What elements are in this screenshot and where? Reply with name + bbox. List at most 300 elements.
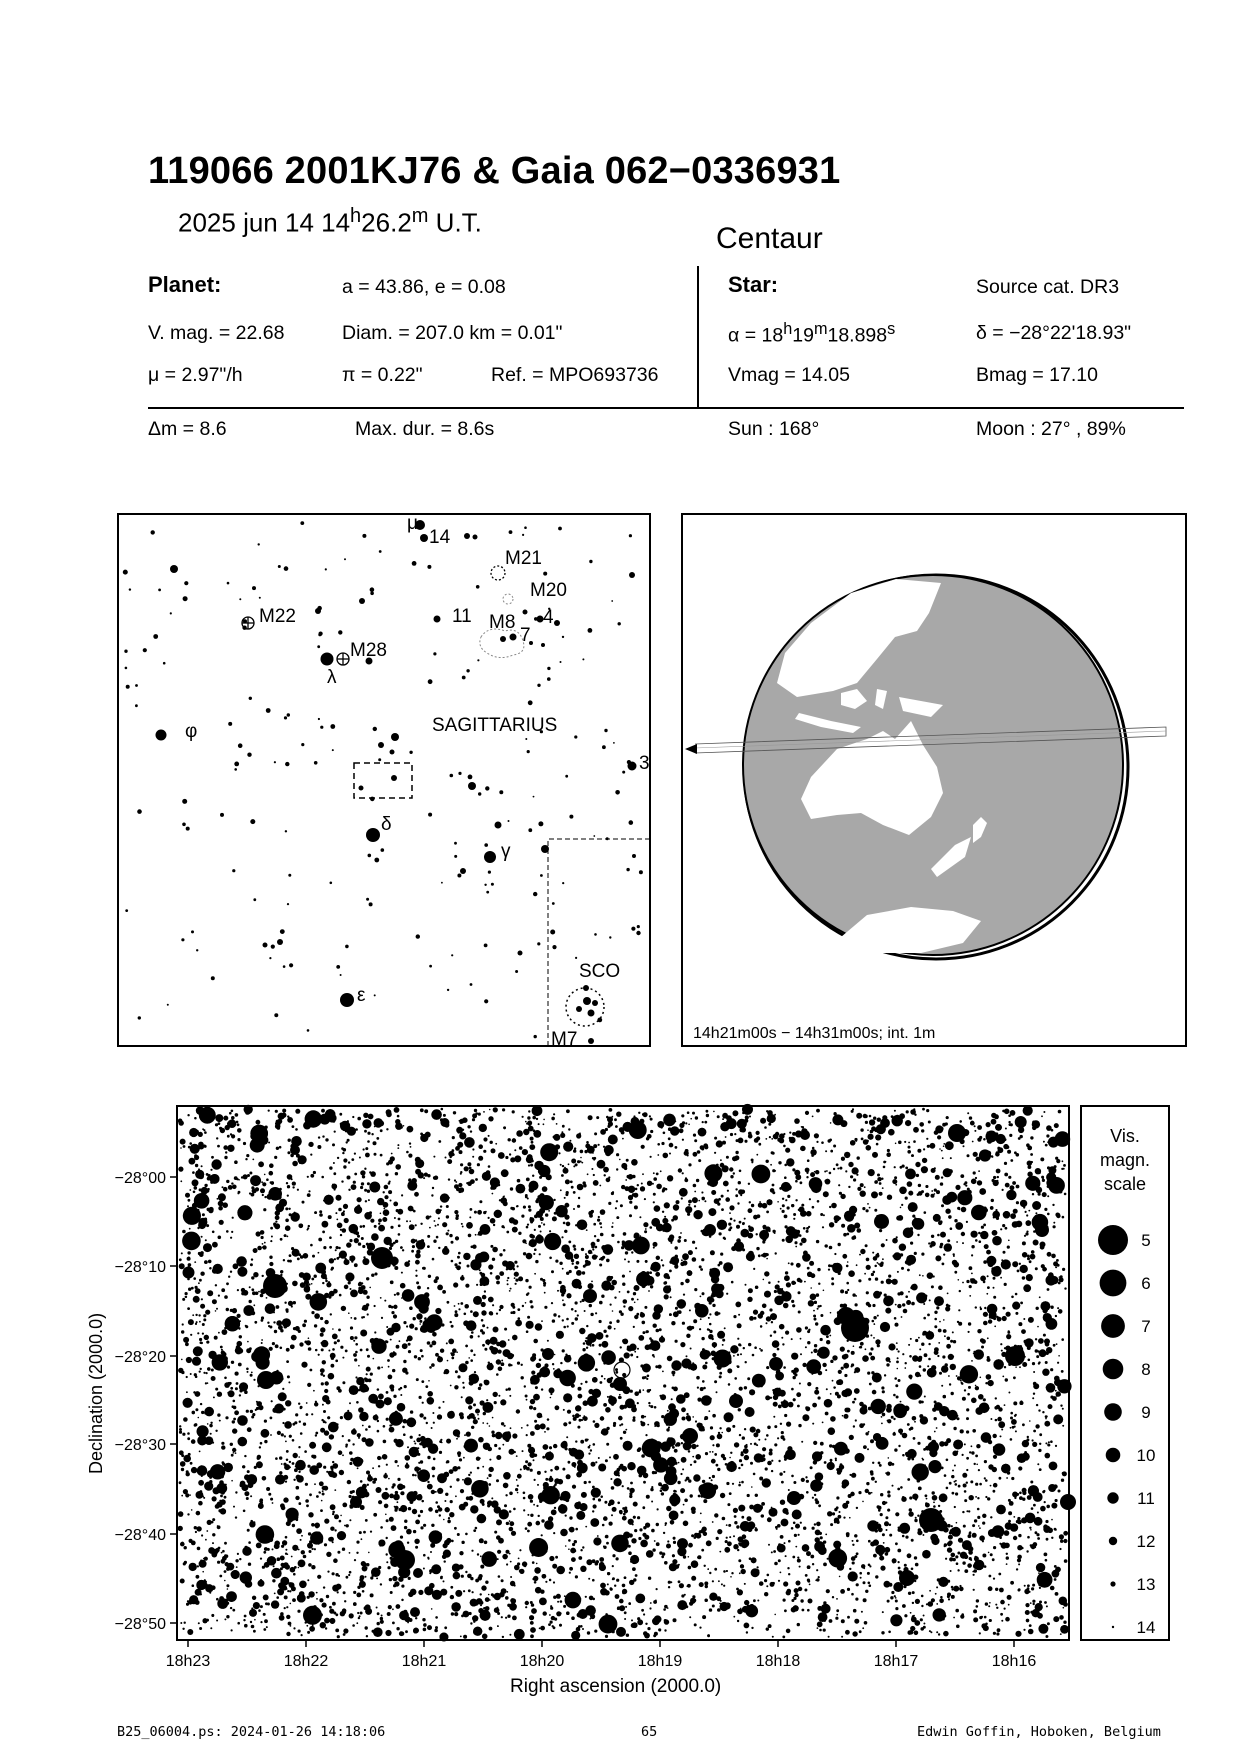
detail-star <box>212 1542 214 1544</box>
detail-star <box>332 1513 334 1515</box>
detail-star <box>682 1139 684 1141</box>
detail-star <box>742 1436 745 1439</box>
detail-star <box>288 1622 292 1626</box>
detail-star <box>247 1174 250 1177</box>
detail-star <box>401 1272 403 1274</box>
finder-star <box>470 983 473 986</box>
detail-star <box>354 1238 359 1243</box>
finder-star <box>582 658 584 660</box>
detail-star <box>948 1535 953 1540</box>
detail-star <box>733 1508 738 1513</box>
detail-star <box>875 1339 880 1344</box>
detail-star <box>873 1117 876 1120</box>
detail-star <box>680 1488 685 1493</box>
finder-star <box>289 963 293 967</box>
detail-star <box>915 1517 917 1519</box>
detail-star <box>669 1270 672 1273</box>
detail-star <box>664 1216 666 1218</box>
detail-star <box>1024 1589 1029 1594</box>
finder-star <box>227 582 230 585</box>
detail-star <box>900 1207 902 1209</box>
detail-star <box>922 1550 931 1559</box>
detail-star <box>861 1611 863 1613</box>
finder-star <box>468 782 476 790</box>
label-m20: M20 <box>530 580 567 601</box>
detail-star <box>392 1576 397 1581</box>
detail-star <box>636 1260 639 1263</box>
detail-star <box>388 1478 390 1480</box>
finder-star <box>317 645 320 648</box>
detail-star <box>1005 1128 1007 1130</box>
detail-star <box>588 1446 591 1449</box>
detail-star <box>250 1495 252 1497</box>
detail-star <box>244 1546 247 1549</box>
detail-star <box>211 1369 214 1372</box>
detail-star <box>856 1113 862 1119</box>
detail-star <box>204 1260 208 1264</box>
detail-star <box>431 1363 435 1367</box>
detail-star <box>856 1264 858 1266</box>
detail-star <box>584 1150 587 1153</box>
detail-star <box>204 1184 207 1187</box>
detail-star <box>917 1149 921 1153</box>
detail-star <box>367 1243 375 1251</box>
detail-star <box>431 1524 434 1527</box>
detail-star <box>588 1115 593 1120</box>
detail-star <box>550 1476 552 1478</box>
detail-star <box>301 1634 303 1636</box>
detail-star <box>395 1172 398 1175</box>
detail-star <box>393 1264 396 1267</box>
detail-star <box>1026 1143 1030 1147</box>
detail-star <box>875 1481 877 1483</box>
detail-star <box>488 1483 491 1486</box>
detail-star <box>734 1377 737 1380</box>
detail-star <box>1060 1540 1063 1543</box>
detail-star <box>490 1141 493 1144</box>
detail-star <box>704 1145 708 1149</box>
detail-star <box>1010 1159 1013 1162</box>
detail-star <box>708 1410 710 1412</box>
detail-star <box>784 1414 787 1417</box>
detail-star <box>643 1613 645 1615</box>
detail-star <box>383 1209 390 1216</box>
finder-star <box>167 1004 169 1006</box>
detail-star <box>421 1239 424 1242</box>
finder-star <box>274 1013 278 1017</box>
detail-star <box>1049 1462 1058 1471</box>
detail-star <box>886 1152 891 1157</box>
detail-star <box>896 1342 898 1344</box>
detail-star <box>547 1340 549 1342</box>
detail-star <box>736 1225 740 1229</box>
detail-star <box>748 1208 753 1213</box>
detail-star <box>808 1300 814 1306</box>
detail-star <box>721 1195 724 1198</box>
detail-star <box>506 1522 509 1525</box>
detail-star <box>596 1116 599 1119</box>
detail-star <box>374 1225 377 1228</box>
finder-star <box>359 786 364 791</box>
detail-star <box>781 1431 784 1434</box>
detail-star <box>481 1551 497 1567</box>
detail-star <box>725 1136 727 1138</box>
detail-star <box>343 1204 348 1209</box>
detail-star <box>911 1568 914 1571</box>
detail-star <box>1050 1368 1053 1371</box>
detail-star <box>1013 1376 1016 1379</box>
detail-star <box>561 1236 563 1238</box>
detail-star <box>660 1170 662 1172</box>
detail-star <box>455 1236 459 1240</box>
detail-star <box>553 1113 555 1115</box>
detail-star <box>992 1211 1000 1219</box>
detail-star <box>828 1549 847 1568</box>
finder-star <box>515 970 518 973</box>
detail-star <box>1029 1420 1031 1422</box>
detail-star <box>203 1243 212 1252</box>
detail-star <box>501 1225 504 1228</box>
detail-star <box>258 1291 260 1293</box>
detail-star <box>419 1434 421 1436</box>
detail-star <box>354 1358 357 1361</box>
detail-star <box>1020 1200 1027 1207</box>
detail-star <box>668 1137 671 1140</box>
detail-star <box>729 1536 731 1538</box>
detail-star <box>1010 1412 1013 1415</box>
detail-star <box>280 1329 283 1332</box>
detail-star <box>810 1149 816 1155</box>
finder-star <box>478 792 481 795</box>
detail-star <box>494 1501 496 1503</box>
detail-star <box>308 1563 312 1567</box>
detail-star <box>902 1303 905 1306</box>
detail-star <box>792 1556 795 1559</box>
finder-star <box>317 606 322 611</box>
detail-star <box>443 1580 445 1582</box>
detail-star <box>1062 1268 1065 1271</box>
detail-star <box>927 1314 930 1317</box>
detail-star <box>925 1193 930 1198</box>
detail-star <box>552 1319 555 1322</box>
finder-star <box>462 676 466 680</box>
detail-star <box>1057 1307 1059 1309</box>
detail-star <box>333 1558 338 1563</box>
detail-star <box>723 1585 725 1587</box>
detail-star <box>822 1422 824 1424</box>
detail-star <box>704 1200 706 1202</box>
detail-star <box>772 1184 775 1187</box>
finder-star <box>266 708 271 713</box>
detail-star <box>344 1285 349 1290</box>
detail-star <box>969 1295 971 1297</box>
detail-star <box>383 1474 388 1479</box>
detail-star <box>872 1373 882 1383</box>
detail-star <box>365 1428 368 1431</box>
detail-star <box>847 1224 856 1233</box>
detail-star <box>179 1431 182 1434</box>
detail-star <box>905 1167 908 1170</box>
detail-star <box>588 1283 594 1289</box>
detail-star <box>1021 1329 1026 1334</box>
detail-star <box>1030 1481 1033 1484</box>
detail-star <box>425 1132 431 1138</box>
finder-star <box>135 684 138 687</box>
detail-star <box>854 1619 859 1624</box>
detail-star <box>838 1370 842 1374</box>
detail-star <box>945 1209 950 1214</box>
detail-star <box>543 1123 545 1125</box>
finder-star <box>269 957 271 959</box>
detail-star <box>273 1565 275 1567</box>
detail-star <box>719 1372 722 1375</box>
detail-star <box>955 1492 958 1495</box>
detail-star <box>195 1531 197 1533</box>
detail-star <box>669 1153 671 1155</box>
detail-star <box>684 1178 688 1182</box>
detail-star <box>730 1576 732 1578</box>
detail-star <box>645 1228 647 1230</box>
finder-star <box>234 762 239 767</box>
detail-star <box>530 1627 536 1633</box>
detail-star <box>526 1226 529 1229</box>
detail-star <box>410 1410 413 1413</box>
detail-star <box>818 1396 821 1399</box>
finder-star <box>252 586 256 590</box>
detail-star <box>974 1463 976 1465</box>
detail-star <box>1015 1312 1018 1315</box>
detail-star <box>580 1566 586 1572</box>
detail-star <box>802 1544 810 1552</box>
detail-star <box>488 1594 490 1596</box>
detail-star <box>864 1186 866 1188</box>
detail-star <box>868 1278 871 1281</box>
detail-star <box>814 1390 819 1395</box>
detail-star <box>275 1221 277 1223</box>
finder-star <box>629 572 635 578</box>
detail-star <box>383 1191 385 1193</box>
detail-star <box>264 1174 266 1176</box>
detail-star <box>897 1488 900 1491</box>
detail-star <box>913 1127 919 1133</box>
detail-star <box>877 1118 881 1122</box>
detail-star <box>1064 1387 1066 1389</box>
detail-star <box>553 1532 555 1534</box>
detail-star <box>376 1607 378 1609</box>
detail-star <box>816 1569 818 1571</box>
detail-star <box>919 1365 922 1368</box>
detail-star <box>814 1523 816 1525</box>
detail-star <box>830 1416 836 1422</box>
detail-star <box>339 1520 342 1523</box>
detail-star <box>820 1314 823 1317</box>
detail-star <box>368 1114 374 1120</box>
finder-star <box>441 882 443 884</box>
detail-star <box>187 1629 193 1635</box>
finder-star <box>525 738 527 740</box>
detail-star <box>246 1497 249 1500</box>
detail-star <box>973 1589 975 1591</box>
detail-star <box>331 1472 337 1478</box>
detail-star <box>880 1322 890 1332</box>
detail-star <box>842 1254 847 1259</box>
detail-star <box>228 1390 235 1397</box>
detail-star <box>357 1433 361 1437</box>
detail-star <box>786 1185 792 1191</box>
star-alpha <box>728 320 895 348</box>
finder-star <box>370 587 375 592</box>
detail-star <box>951 1586 954 1589</box>
finder-star <box>301 743 304 746</box>
detail-star <box>322 1221 329 1228</box>
detail-star <box>691 1507 696 1512</box>
detail-star <box>589 1304 592 1307</box>
detail-star <box>406 1220 408 1222</box>
finder-star <box>486 891 489 894</box>
finder-star <box>287 903 289 905</box>
detail-star <box>846 1282 849 1285</box>
detail-star <box>594 1630 597 1633</box>
detail-star <box>1015 1366 1017 1368</box>
detail-star <box>325 1422 327 1424</box>
detail-star <box>754 1346 757 1349</box>
finder-star <box>527 750 530 753</box>
detail-star <box>447 1301 450 1304</box>
detail-star <box>221 1288 225 1292</box>
detail-star <box>699 1423 703 1427</box>
detail-star <box>974 1519 977 1522</box>
date-minutes: 26.2 <box>361 207 412 238</box>
detail-star <box>608 1325 612 1329</box>
detail-star <box>835 1617 838 1620</box>
detail-star <box>480 1604 482 1606</box>
detail-star <box>515 1283 517 1285</box>
detail-star <box>749 1316 754 1321</box>
detail-star <box>350 1317 352 1319</box>
detail-star <box>264 1440 267 1443</box>
detail-star <box>877 1522 879 1524</box>
detail-star <box>642 1506 645 1509</box>
detail-star <box>353 1591 356 1594</box>
detail-star <box>634 1391 639 1396</box>
detail-star <box>496 1519 502 1525</box>
detail-star <box>340 1515 342 1517</box>
detail-star <box>388 1366 390 1368</box>
detail-star <box>682 1253 689 1260</box>
detail-star <box>798 1424 801 1427</box>
detail-star <box>188 1199 191 1202</box>
label-lambda: λ <box>327 667 337 688</box>
detail-star <box>843 1363 849 1369</box>
detail-star <box>560 1600 563 1603</box>
detail-star <box>1006 1556 1009 1559</box>
detail-star <box>415 1520 420 1525</box>
detail-star <box>183 1455 191 1463</box>
detail-star <box>489 1467 494 1472</box>
detail-star <box>227 1588 229 1590</box>
finder-star <box>618 622 621 625</box>
finder-star <box>321 653 334 666</box>
detail-star <box>433 1422 435 1424</box>
detail-star <box>604 1501 607 1504</box>
detail-star <box>1013 1401 1017 1405</box>
detail-star <box>380 1526 383 1529</box>
detail-star <box>674 1449 678 1453</box>
detail-star <box>1054 1578 1057 1581</box>
detail-star <box>438 1507 442 1511</box>
detail-star <box>386 1128 388 1130</box>
detail-star <box>887 1600 890 1603</box>
detail-star <box>951 1595 955 1599</box>
detail-star <box>222 1186 224 1188</box>
detail-star <box>485 1597 490 1602</box>
detail-star <box>629 1271 631 1273</box>
detail-star <box>848 1162 853 1167</box>
detail-star <box>455 1590 462 1597</box>
detail-star <box>285 1400 291 1406</box>
detail-star <box>482 1422 484 1424</box>
detail-star <box>976 1464 978 1466</box>
detail-star <box>873 1337 875 1339</box>
detail-star <box>738 1484 741 1487</box>
detail-star <box>931 1598 935 1602</box>
detail-star <box>635 1594 645 1604</box>
detail-star <box>721 1583 723 1585</box>
detail-star <box>1032 1362 1035 1365</box>
detail-star <box>505 1494 507 1496</box>
detail-star <box>1011 1296 1014 1299</box>
detail-star <box>334 1258 336 1260</box>
finder-star <box>534 1035 537 1038</box>
detail-star <box>823 1290 825 1292</box>
detail-star <box>708 1317 710 1319</box>
detail-star <box>771 1460 773 1462</box>
detail-star <box>318 1543 320 1545</box>
detail-star <box>1006 1190 1016 1200</box>
detail-star <box>275 1124 281 1130</box>
finder-star <box>170 612 172 614</box>
detail-star <box>1006 1563 1008 1565</box>
detail-star <box>1050 1586 1055 1591</box>
detail-star <box>785 1555 787 1557</box>
finder-star <box>138 1016 141 1019</box>
detail-star <box>508 1388 511 1391</box>
detail-star <box>366 1348 369 1351</box>
finder-star <box>374 994 376 996</box>
detail-star <box>504 1504 507 1507</box>
detail-star <box>738 1559 741 1562</box>
detail-star <box>987 1628 989 1630</box>
detail-star <box>470 1349 473 1352</box>
detail-star <box>423 1554 426 1557</box>
detail-star <box>572 1543 575 1546</box>
detail-star <box>816 1240 819 1243</box>
detail-star <box>575 1310 577 1312</box>
detail-star <box>349 1385 359 1395</box>
detail-star <box>1024 1585 1026 1587</box>
detail-star <box>283 1497 288 1502</box>
detail-star <box>205 1239 207 1241</box>
detail-star <box>332 1511 335 1514</box>
detail-star <box>423 1568 425 1570</box>
detail-star <box>1007 1595 1012 1600</box>
detail-star <box>964 1490 967 1493</box>
detail-star <box>1014 1151 1017 1154</box>
detail-star <box>691 1560 699 1568</box>
detail-star <box>420 1526 423 1529</box>
detail-star <box>622 1242 627 1247</box>
detail-star <box>295 1496 299 1500</box>
